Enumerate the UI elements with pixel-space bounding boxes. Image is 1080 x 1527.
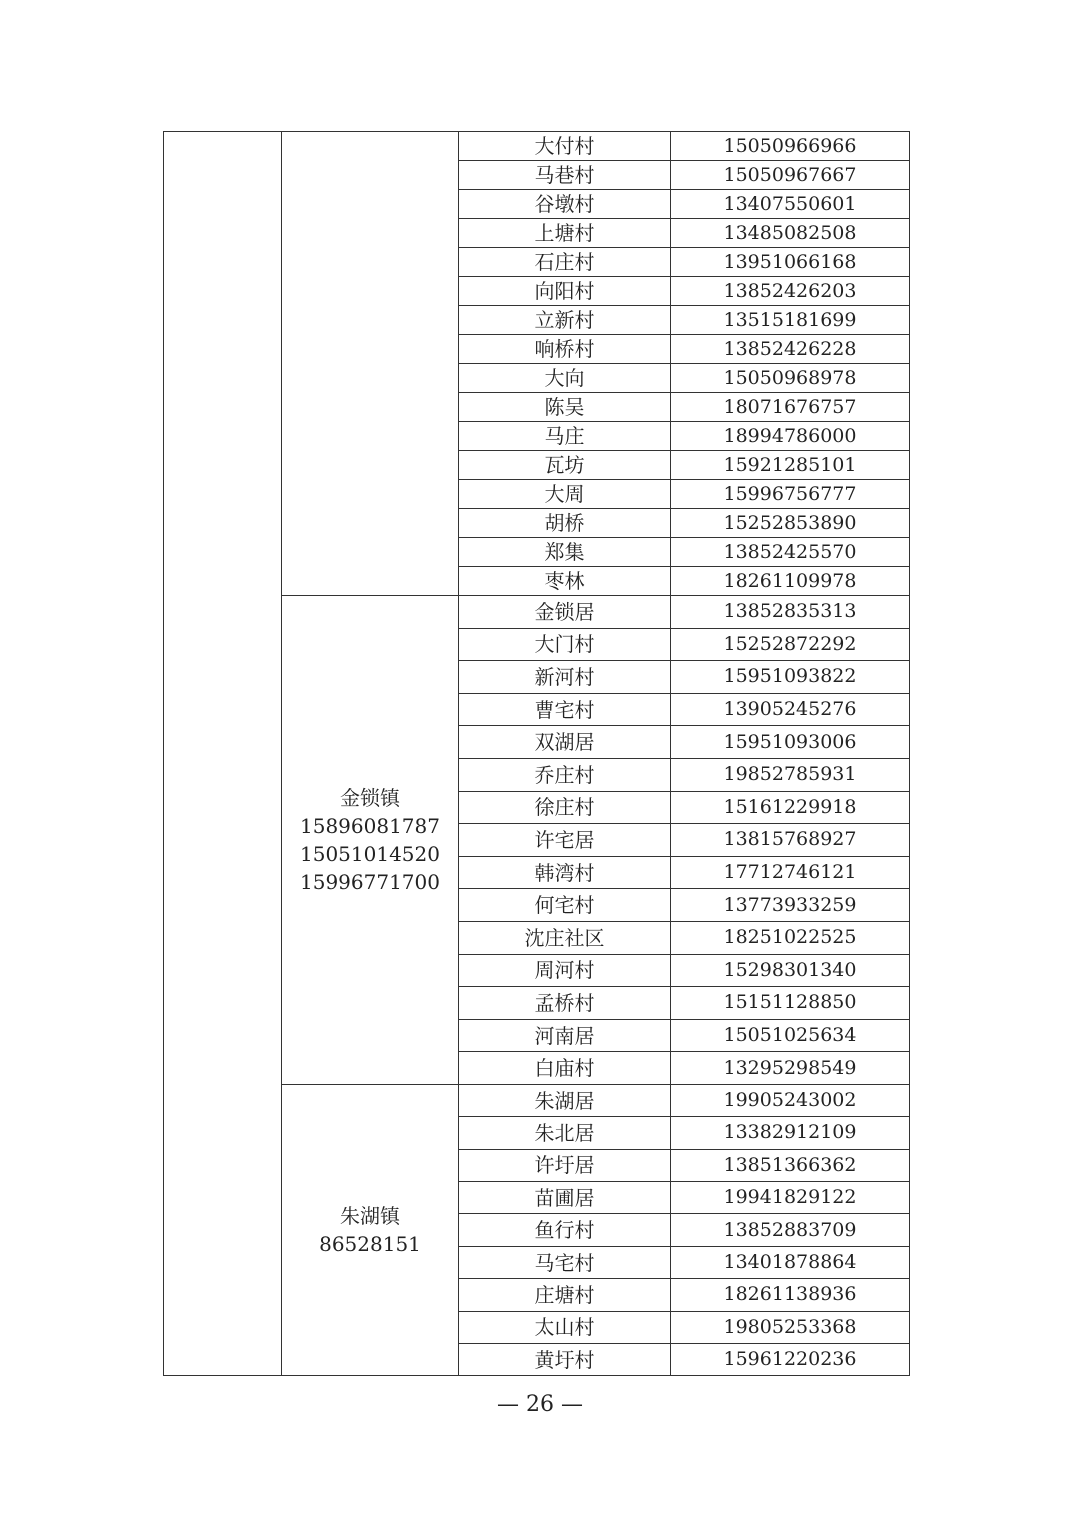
village-name: 向阳村 xyxy=(459,277,671,306)
contact-table-body xyxy=(164,132,910,1376)
village-name: 立新村 xyxy=(459,306,671,335)
village-phone: 15051025634 xyxy=(671,1019,910,1052)
village-name: 河南居 xyxy=(459,1019,671,1052)
village-name: 金锁居 xyxy=(459,596,671,629)
village-name: 徐庄村 xyxy=(459,791,671,824)
village-name: 胡桥 xyxy=(459,509,671,538)
village-phone: 15951093822 xyxy=(671,661,910,694)
village-name: 石庄村 xyxy=(459,248,671,277)
village-name: 大付村 xyxy=(459,132,671,161)
village-name: 新河村 xyxy=(459,661,671,694)
village-phone: 13382912109 xyxy=(671,1117,910,1149)
village-name: 朱北居 xyxy=(459,1117,671,1149)
village-name: 曹宅村 xyxy=(459,693,671,726)
town-phone: 15896081787 xyxy=(300,813,440,838)
village-name: 何宅村 xyxy=(459,889,671,922)
village-phone: 15252872292 xyxy=(671,628,910,661)
village-phone: 13851366362 xyxy=(671,1149,910,1181)
village-name: 大门村 xyxy=(459,628,671,661)
village-name: 马巷村 xyxy=(459,161,671,190)
village-phone: 18071676757 xyxy=(671,393,910,422)
village-phone: 19805253368 xyxy=(671,1311,910,1343)
village-phone: 13815768927 xyxy=(671,824,910,857)
village-phone: 15161229918 xyxy=(671,791,910,824)
village-phone: 15151128850 xyxy=(671,987,910,1020)
village-phone: 17712746121 xyxy=(671,856,910,889)
town-phone: 15996771700 xyxy=(300,869,440,894)
village-name: 郑集 xyxy=(459,538,671,567)
town-cell xyxy=(282,1084,459,1376)
village-phone: 15050968978 xyxy=(671,364,910,393)
county-cell xyxy=(164,132,282,1376)
town-cell xyxy=(282,596,459,1085)
village-phone: 13295298549 xyxy=(671,1052,910,1085)
village-phone: 13515181699 xyxy=(671,306,910,335)
village-name: 周河村 xyxy=(459,954,671,987)
village-name: 乔庄村 xyxy=(459,758,671,791)
village-phone: 15050966966 xyxy=(671,132,910,161)
table-row xyxy=(164,132,910,161)
village-phone: 15996756777 xyxy=(671,480,910,509)
village-name: 谷墩村 xyxy=(459,190,671,219)
village-phone: 18261138936 xyxy=(671,1279,910,1311)
village-phone: 13852425570 xyxy=(671,538,910,567)
village-phone: 15252853890 xyxy=(671,509,910,538)
village-phone: 13951066168 xyxy=(671,248,910,277)
village-phone: 13773933259 xyxy=(671,889,910,922)
village-name: 沈庄社区 xyxy=(459,921,671,954)
village-phone: 15951093006 xyxy=(671,726,910,759)
village-phone: 19941829122 xyxy=(671,1182,910,1214)
village-phone: 13852426228 xyxy=(671,335,910,364)
village-phone: 19905243002 xyxy=(671,1084,910,1116)
village-name: 朱湖居 xyxy=(459,1084,671,1116)
village-name: 白庙村 xyxy=(459,1052,671,1085)
village-name: 马宅村 xyxy=(459,1246,671,1278)
village-phone: 15298301340 xyxy=(671,954,910,987)
village-phone: 13852426203 xyxy=(671,277,910,306)
village-name: 陈吴 xyxy=(459,393,671,422)
village-name: 枣林 xyxy=(459,567,671,596)
village-phone: 13852883709 xyxy=(671,1214,910,1246)
village-name: 大向 xyxy=(459,364,671,393)
contact-table xyxy=(163,131,910,1376)
village-name: 双湖居 xyxy=(459,726,671,759)
village-name: 瓦坊 xyxy=(459,451,671,480)
village-phone: 15921285101 xyxy=(671,451,910,480)
village-phone: 18994786000 xyxy=(671,422,910,451)
village-phone: 13407550601 xyxy=(671,190,910,219)
town-phone: 15051014520 xyxy=(300,841,440,866)
village-phone: 13852835313 xyxy=(671,596,910,629)
town-phone: 86528151 xyxy=(319,1232,421,1257)
village-phone: 13905245276 xyxy=(671,693,910,726)
village-name: 大周 xyxy=(459,480,671,509)
village-name: 上塘村 xyxy=(459,219,671,248)
village-name: 太山村 xyxy=(459,1311,671,1343)
village-name: 许圩居 xyxy=(459,1149,671,1181)
village-phone: 19852785931 xyxy=(671,758,910,791)
page-number: — 26 — xyxy=(497,1392,583,1417)
village-name: 许宅居 xyxy=(459,824,671,857)
village-phone: 15050967667 xyxy=(671,161,910,190)
village-phone: 13485082508 xyxy=(671,219,910,248)
village-phone: 15961220236 xyxy=(671,1344,910,1376)
town-name: 金锁镇 xyxy=(340,785,400,810)
town-name: 朱湖镇 xyxy=(340,1204,400,1229)
village-name: 响桥村 xyxy=(459,335,671,364)
village-phone: 13401878864 xyxy=(671,1246,910,1278)
village-name: 苗圃居 xyxy=(459,1182,671,1214)
village-name: 韩湾村 xyxy=(459,856,671,889)
village-name: 黄圩村 xyxy=(459,1344,671,1376)
village-name: 马庄 xyxy=(459,422,671,451)
village-phone: 18251022525 xyxy=(671,921,910,954)
village-phone: 18261109978 xyxy=(671,567,910,596)
village-name: 庄塘村 xyxy=(459,1279,671,1311)
town-cell xyxy=(282,132,459,596)
village-name: 孟桥村 xyxy=(459,987,671,1020)
village-name: 鱼行村 xyxy=(459,1214,671,1246)
